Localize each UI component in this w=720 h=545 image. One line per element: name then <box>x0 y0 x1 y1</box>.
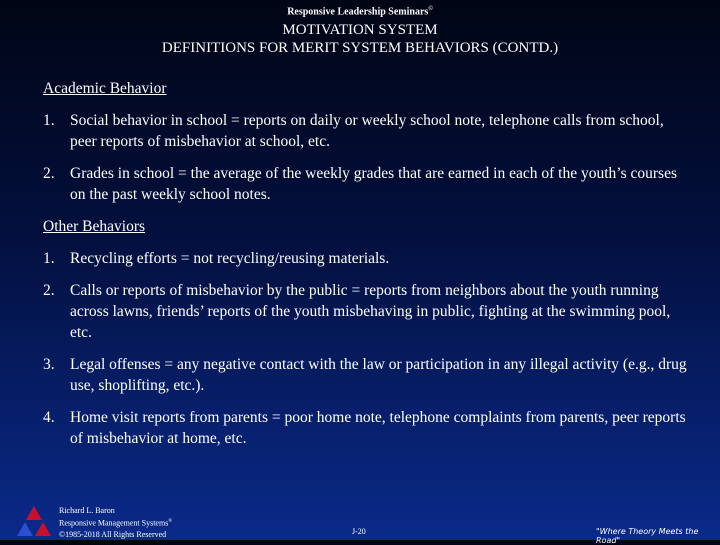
slogan: "Where Theory Meets the Road" <box>596 527 699 545</box>
item-text: Recycling efforts = not recycling/reusing materials. <box>70 250 390 267</box>
copyright-mark: © <box>428 6 433 12</box>
slide-content <box>43 78 693 460</box>
list-item <box>43 163 693 205</box>
copyright-text: ©1985-2018 All Rights Reserved <box>59 529 167 539</box>
slide-title: MOTIVATION SYSTEM <box>282 22 438 39</box>
item-number: 1. <box>43 112 55 129</box>
item-number: 4. <box>43 409 55 426</box>
item-text: Home visit reports from parents = poor home note, telephone complaints from parents, peer reports of misbehavior at home, etc. <box>70 409 686 447</box>
item-number: 2. <box>43 165 55 182</box>
list-item <box>43 280 693 343</box>
item-text: Social behavior in school = reports on daily or weekly school note, telephone calls from school, peer reports of misbehavior at school, etc. <box>70 112 664 150</box>
company-name <box>59 516 172 529</box>
list-item <box>43 110 693 152</box>
list-item <box>43 248 693 269</box>
item-number: 1. <box>43 250 55 267</box>
triangle-logo-icon <box>12 504 56 538</box>
item-text: Calls or reports of misbehavior by the public = reports from neighbors about the youth running across lawns, friends’ reports of the youth misbehaving in public, fighting at the swimming pool, etc. <box>70 282 671 341</box>
seminar-name <box>0 3 720 18</box>
item-number: 2. <box>43 282 55 299</box>
academic-heading: Academic Behavior <box>43 80 167 97</box>
item-text: Grades in school = the average of the weekly grades that are earned in each of the youth’s courses on the past weekly school notes. <box>70 165 677 203</box>
seminar-text: Responsive Leadership Seminars <box>287 6 429 18</box>
author-block <box>59 505 172 540</box>
slide-footer <box>0 492 720 545</box>
list-item <box>43 407 693 449</box>
item-number: 3. <box>43 356 55 373</box>
other-heading: Other Behaviors <box>43 218 146 235</box>
author-name: Richard L. Baron <box>59 506 115 515</box>
slide-header <box>0 3 720 57</box>
registered-mark: ® <box>168 519 173 524</box>
item-text: Legal offenses = any negative contact with the law or participation in any illegal activity (e.g., drug use, shoplifting, etc.). <box>70 356 687 394</box>
list-item <box>43 354 693 396</box>
page-number: J-20 <box>352 527 366 536</box>
company-text: Responsive Management Systems <box>59 518 169 528</box>
slide-subtitle: DEFINITIONS FOR MERIT SYSTEM BEHAVIORS (CONTD.) <box>161 40 559 57</box>
